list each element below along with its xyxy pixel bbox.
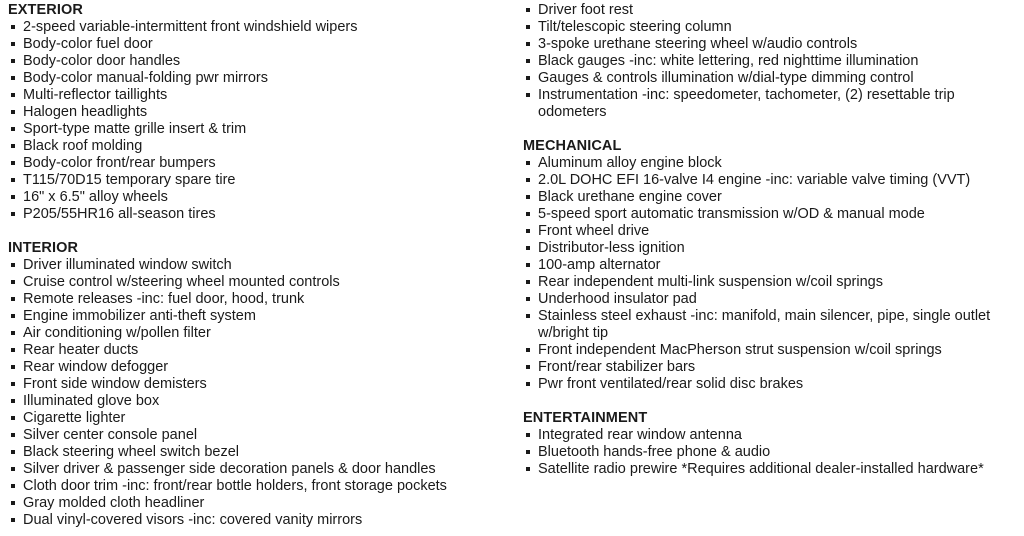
list-item: Aluminum alloy engine block <box>523 155 1018 172</box>
list-item: Front wheel drive <box>523 223 1018 240</box>
entertainment-section <box>523 410 1018 478</box>
list-item: Front side window demisters <box>8 376 508 393</box>
list-item: Multi-reflector taillights <box>8 87 508 104</box>
list-item: Rear independent multi-link suspension w/coil springs <box>523 274 1018 291</box>
exterior-section <box>8 2 508 223</box>
mechanical-list <box>523 155 1018 393</box>
list-item: Rear window defogger <box>8 359 508 376</box>
interior-continued-list <box>523 0 1018 121</box>
exterior-list <box>8 19 508 223</box>
entertainment-heading: ENTERTAINMENT <box>523 410 648 426</box>
mechanical-heading: MECHANICAL <box>523 138 622 154</box>
list-item: Black roof molding <box>8 138 508 155</box>
list-item: 3-spoke urethane steering wheel w/audio controls <box>523 36 1018 53</box>
list-item: Body-color door handles <box>8 53 508 70</box>
list-item: 2.0L DOHC EFI 16-valve I4 engine -inc: variable valve timing (VVT) <box>523 172 1018 189</box>
list-item: 2-speed variable-intermittent front windshield wipers <box>8 19 508 36</box>
mechanical-section <box>523 138 1018 393</box>
list-item: Body-color fuel door <box>8 36 508 53</box>
interior-section <box>8 240 508 529</box>
list-item: Driver foot rest <box>523 2 1018 19</box>
interior-continued-section <box>523 0 1018 121</box>
list-item: Satellite radio prewire *Requires additional dealer-installed hardware* <box>523 461 1018 478</box>
list-item: Sport-type matte grille insert & trim <box>8 121 508 138</box>
list-item: 5-speed sport automatic transmission w/OD & manual mode <box>523 206 1018 223</box>
list-item: P205/55HR16 all-season tires <box>8 206 508 223</box>
list-item: Illuminated glove box <box>8 393 508 410</box>
list-item: Halogen headlights <box>8 104 508 121</box>
list-item: Silver center console panel <box>8 427 508 444</box>
list-item: Tilt/telescopic steering column <box>523 19 1018 36</box>
list-item: Air conditioning w/pollen filter <box>8 325 508 342</box>
list-item: Pwr front ventilated/rear solid disc brakes <box>523 376 1018 393</box>
list-item: Bluetooth hands-free phone & audio <box>523 444 1018 461</box>
list-item: Engine immobilizer anti-theft system <box>8 308 508 325</box>
list-item: Rear heater ducts <box>8 342 508 359</box>
right-column <box>523 0 1018 478</box>
left-column <box>8 2 508 529</box>
interior-list <box>8 257 508 529</box>
list-item: Underhood insulator pad <box>523 291 1018 308</box>
entertainment-list <box>523 427 1018 478</box>
list-item: Cloth door trim -inc: front/rear bottle holders, front storage pockets <box>8 478 508 495</box>
list-item: Gauges & controls illumination w/dial-type dimming control <box>523 70 1018 87</box>
list-item: Black gauges -inc: white lettering, red nighttime illumination <box>523 53 1018 70</box>
list-item: Instrumentation -inc: speedometer, tachometer, (2) resettable trip odometers <box>523 87 1018 121</box>
list-item: Front independent MacPherson strut suspension w/coil springs <box>523 342 1018 359</box>
list-item: Front/rear stabilizer bars <box>523 359 1018 376</box>
exterior-heading: EXTERIOR <box>8 2 83 18</box>
list-item: Integrated rear window antenna <box>523 427 1018 444</box>
list-item: Gray molded cloth headliner <box>8 495 508 512</box>
list-item: 100-amp alternator <box>523 257 1018 274</box>
interior-heading: INTERIOR <box>8 240 79 256</box>
list-item: Cigarette lighter <box>8 410 508 427</box>
list-item: Body-color front/rear bumpers <box>8 155 508 172</box>
list-item: Silver driver & passenger side decoration panels & door handles <box>8 461 508 478</box>
list-item: Black urethane engine cover <box>523 189 1018 206</box>
list-item: Driver illuminated window switch <box>8 257 508 274</box>
list-item: Stainless steel exhaust -inc: manifold, main silencer, pipe, single outlet w/bright tip <box>523 308 1018 342</box>
list-item: Black steering wheel switch bezel <box>8 444 508 461</box>
list-item: Dual vinyl-covered visors -inc: covered vanity mirrors <box>8 512 508 529</box>
list-item: 16" x 6.5" alloy wheels <box>8 189 508 206</box>
list-item: Body-color manual-folding pwr mirrors <box>8 70 508 87</box>
list-item: Remote releases -inc: fuel door, hood, trunk <box>8 291 508 308</box>
list-item: Cruise control w/steering wheel mounted controls <box>8 274 508 291</box>
list-item: T115/70D15 temporary spare tire <box>8 172 508 189</box>
list-item: Distributor-less ignition <box>523 240 1018 257</box>
